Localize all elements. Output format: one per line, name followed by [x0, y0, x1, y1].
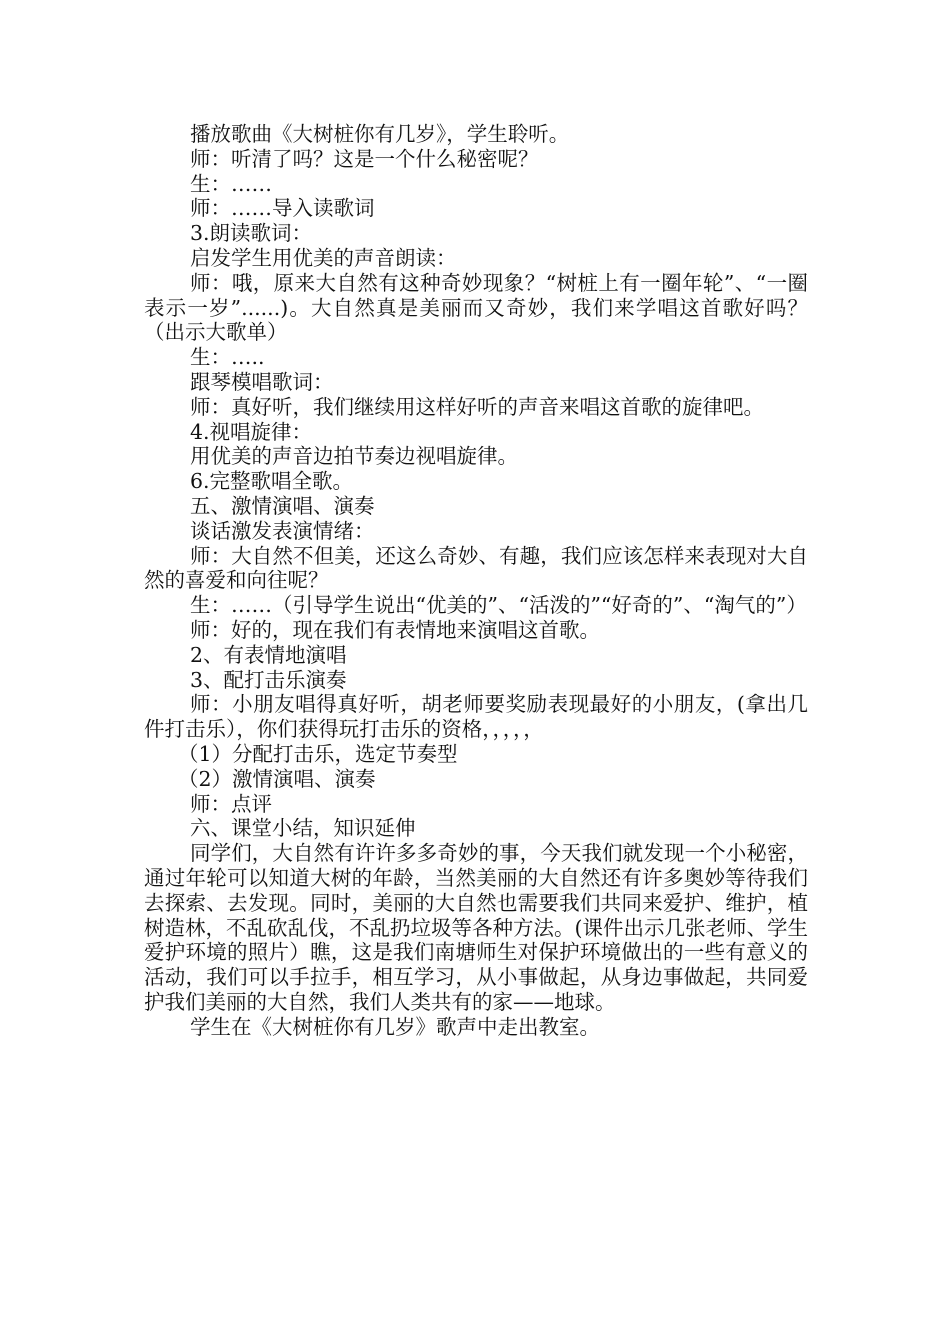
paragraph: 4.视唱旋律：: [190, 419, 313, 444]
paragraph: 师：真好听，我们继续用这样好听的声音来唱这首歌的旋律吧。: [190, 394, 764, 419]
section-heading: 五、激情演唱、演奏: [190, 493, 375, 518]
paragraph: 用优美的声音边拍节奏边视唱旋律。: [190, 444, 518, 469]
paragraph: 师：好的，现在我们有表情地来演唱这首歌。: [190, 617, 600, 642]
paragraph: 跟琴模唱歌词：: [190, 369, 334, 394]
paragraph: 师：小朋友唱得真好听，胡老师要奖励表现最好的小朋友，(拿出几件打击乐），你们获得玩打击乐的资格，，，，，: [144, 692, 808, 742]
paragraph: 同学们，大自然有许许多多奇妙的事，今天我们就发现一个小秘密，通过年轮可以知道大树的年龄，当然美丽的大自然还有许多奥妙等待我们去探索、去发现。同时，美丽的大自然也需要我们共同来爱护、维护，植树造林，不乱砍乱伐，不乱扔垃圾等各种方法。(课件出示几张老师、学生爱护环境的照片）瞧，这是我们南塘师生对保护环境做出的一些有意义的活动，我们可以手拉手，相互学习，从小事做起，从身边事做起，共同爱护我们美丽的大自然，我们人类共有的家——地球。: [144, 841, 808, 1014]
paragraph: 师：点评: [190, 791, 272, 816]
paragraph: （1）分配打击乐，选定节奏型: [178, 741, 458, 766]
paragraph: 师：……导入读歌词: [190, 196, 375, 221]
paragraph: 3.朗读歌词：: [190, 221, 313, 246]
paragraph: 6.完整歌唱全歌。: [190, 469, 354, 494]
paragraph: 学生在《大树桩你有几岁》歌声中走出教室。: [190, 1014, 600, 1039]
paragraph: 师：听清了吗？这是一个什么秘密呢？: [190, 146, 539, 171]
paragraph: 生：…..: [190, 345, 265, 370]
paragraph: 师：哦，原来大自然有这种奇妙现象？“树桩上有一圈年轮”、“一圈表示一岁”......)。大自然真是美丽而又奇妙，我们来学唱这首歌好吗？（出示大歌单）: [144, 270, 808, 345]
paragraph: 播放歌曲《大树桩你有几岁》，学生聆听。: [190, 122, 570, 146]
paragraph: 谈话激发表演情绪：: [190, 518, 375, 543]
paragraph: 2、有表情地演唱: [190, 642, 347, 667]
section-heading: 六、课堂小结，知识延伸: [190, 816, 416, 841]
paragraph: 生：……: [190, 171, 272, 196]
document-body: [144, 122, 808, 1039]
paragraph: 师：大自然不但美，还这么奇妙、有趣，我们应该怎样来表现对大自然的喜爱和向往呢？: [144, 543, 808, 593]
paragraph: （2）激情演唱、演奏: [178, 766, 376, 791]
paragraph: 3、配打击乐演奏: [190, 667, 347, 692]
paragraph: 启发学生用优美的声音朗读：: [190, 245, 457, 270]
paragraph: 生：……（引导学生说出“优美的”、“活泼的”“好奇的”、“淘气的”）: [190, 593, 807, 618]
